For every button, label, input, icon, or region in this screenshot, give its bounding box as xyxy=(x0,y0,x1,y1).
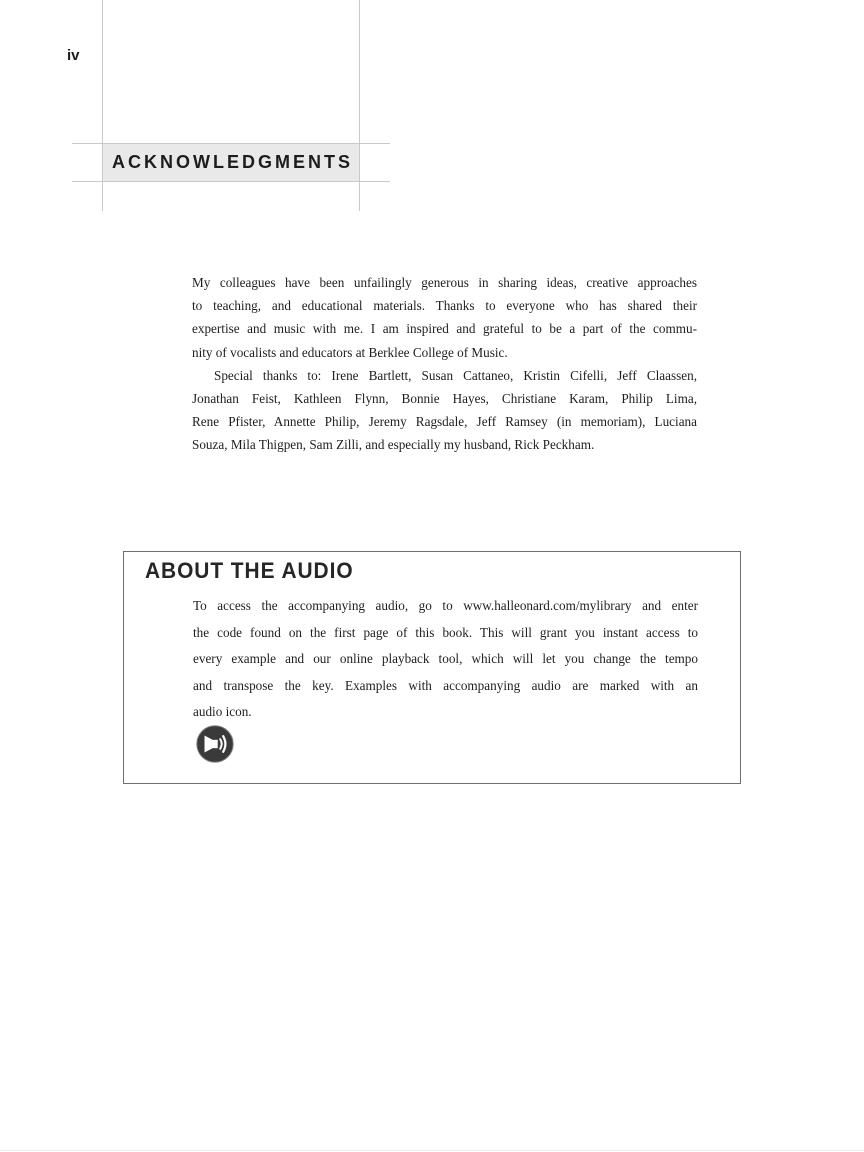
about-the-audio-box xyxy=(123,551,741,784)
chapter-header-band xyxy=(103,144,359,181)
text-line: audio icon. xyxy=(193,704,252,719)
text-line: nity of vocalists and educators at Berklee College of Music. xyxy=(192,344,508,360)
speaker-audio-icon xyxy=(195,724,235,764)
text-line: My colleagues have been unfailingly generous in sharing ideas, creative approaches xyxy=(192,275,697,290)
header-bottom-rule xyxy=(72,181,390,182)
text-line: expertise and music with me. I am inspired and grateful to be a part of the commu- xyxy=(192,321,697,337)
page-number: iv xyxy=(67,47,80,64)
text-line: to teaching, and educational materials. Thanks to everyone who has shared their xyxy=(192,298,697,314)
right-column-rule xyxy=(359,0,360,211)
audio-box-heading: ABOUT THE AUDIO xyxy=(145,558,354,583)
text-line: Jonathan Feist, Kathleen Flynn, Bonnie Hayes, Christiane Karam, Philip Lima, xyxy=(192,391,697,407)
page-bottom-edge xyxy=(0,1150,864,1151)
text-line: every example and our online playback tool, which will let you change the tempo xyxy=(193,651,698,666)
text-line: the code found on the first page of this book. This will grant you instant access to xyxy=(193,624,698,640)
text-line: To access the accompanying audio, go to www.halleonard.com/mylibrary and enter xyxy=(193,598,698,613)
text-line: and transpose the key. Examples with accompanying audio are marked with an xyxy=(193,677,698,693)
chapter-title: ACKNOWLEDGMENTS xyxy=(112,152,353,172)
acknowledgments-paragraph-1 xyxy=(192,271,697,364)
acknowledgments-paragraph-2 xyxy=(192,364,697,457)
text-line: Special thanks to: Irene Bartlett, Susan Cattaneo, Kristin Cifelli, Jeff Claassen, xyxy=(214,367,697,383)
text-line: Souza, Mila Thigpen, Sam Zilli, and especially my husband, Rick Peckham. xyxy=(192,437,595,453)
audio-box-text xyxy=(193,593,698,726)
acknowledgments-text xyxy=(192,271,697,457)
speaker-audio-icon-svg xyxy=(195,724,235,764)
text-line: Rene Pfister, Annette Philip, Jeremy Ragsdale, Jeff Ramsey (in memoriam), Luciana xyxy=(192,414,697,430)
